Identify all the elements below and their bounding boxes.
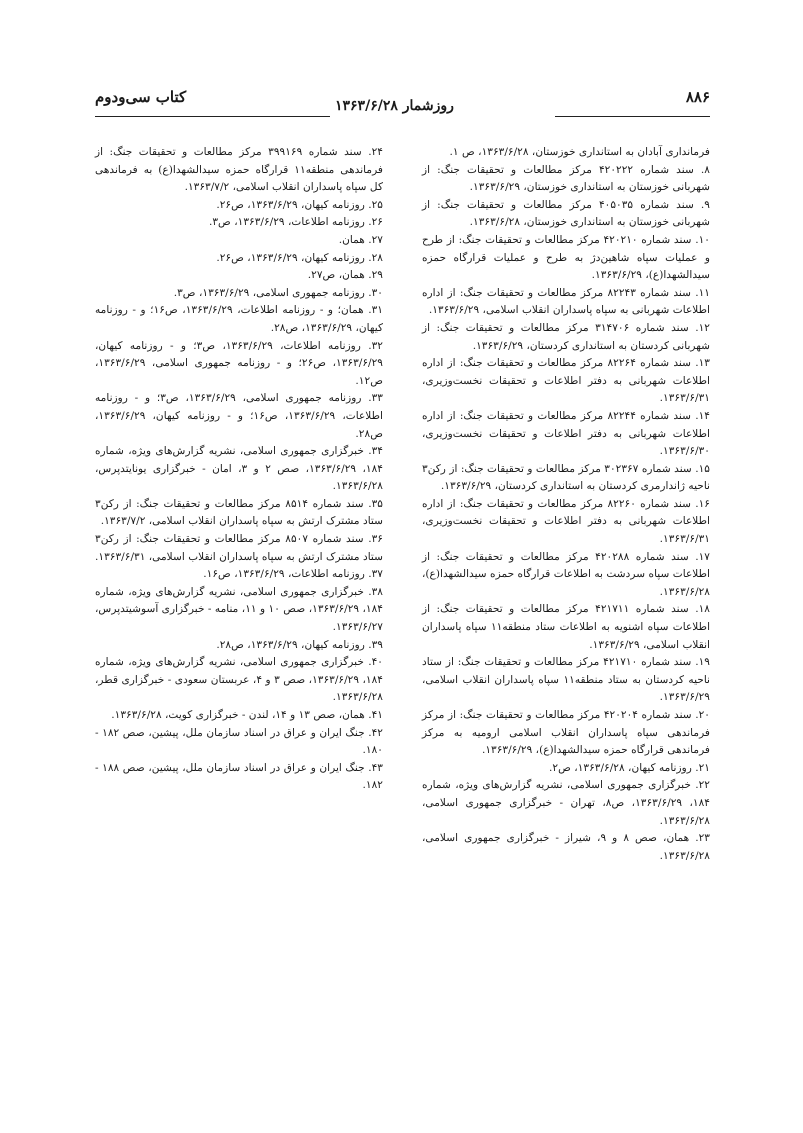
footnote-text: روزنامه جمهوری اسلامی، ۱۳۶۳/۶/۲۹، ص۳؛ و - روزنامه اطلاعات، ۱۳۶۳/۶/۲۹، ص۱۶؛ و - روزنامه کیهان، ۱۳۶۳/۶/۲۹، ص۲۸. (95, 392, 383, 440)
footnote-number: ۳۶. (368, 533, 383, 546)
footnote-text: سند شماره ۴۲۰۲۱۰ مرکز مطالعات و تحقیقات جنگ: از طرح و عملیات سپاه شاهین‌دژ به طرح و عملیات قرارگاه حمزه سیدالشهدا(ع)، ۱۳۶۳/۶/۲۹. (422, 233, 710, 282)
footnote-text: سند شماره ۴۲۰۲۲۲ مرکز مطالعات و تحقیقات جنگ: از شهربانی خوزستان به استانداری خوزستان، ۱۳۶۳/۶/۲۹. (422, 163, 710, 194)
footnote-number: ۱۱. (695, 286, 710, 299)
footnote-number: ۳۷. (368, 568, 383, 581)
footnote-entry (422, 777, 710, 830)
footnote-number: ۲۱. (695, 761, 710, 774)
footnote-number: ۳۲. (368, 339, 383, 352)
footnote-text: سند شماره ۸۵۰۷ مرکز مطالعات و تحقیقات جنگ: از رکن۳ ستاد مشترک ارتش به سپاه پاسداران انقلاب اسلامی، ۱۳۶۳/۶/۳۱. (95, 533, 383, 563)
footnote-number: ۳۳. (368, 392, 383, 405)
footnote-number: ۲۲. (695, 779, 710, 792)
footnote-text: سند شماره ۸۵۱۴ مرکز مطالعات و تحقیقات جنگ: از رکن۳ ستاد مشترک ارتش به سپاه پاسداران انقلاب اسلامی، ۱۳۶۳/۷/۲. (95, 497, 383, 528)
footnote-number: ۳۰. (368, 286, 383, 299)
footnote-number: ۱۲. (695, 321, 710, 334)
footnote-number: ۴۳. (368, 761, 383, 774)
footnote-text: فرمانداری آبادان به استانداری خوزستان، ۱۳۶۳/۶/۲۸، ص ۱. (449, 146, 710, 158)
footnote-text: همان، ص۲۷. (307, 269, 365, 282)
footnote-number: ۱۶. (695, 497, 710, 510)
footnote-text: همان، صص ۱۳ و ۱۴، لندن - خبرگزاری کویت، ۱۳۶۳/۶/۲۸. (111, 709, 365, 721)
footnote-number: ۱۹. (695, 656, 710, 669)
footnote-text: روزنامه کیهان، ۱۳۶۳/۶/۲۹، ص۲۶. (216, 251, 365, 264)
footnote-text: سند شماره ۳۹۹۱۶۹ مرکز مطالعات و تحقیقات جنگ: از فرماندهی منطقه۱۱ قرارگاه حمزه سیدالشهدا(ع) به فرماندهی کل سپاه پاسداران انقلاب اسلامی، ۱۳۶۳/۷/۲. (95, 146, 383, 194)
footnote-entry (422, 830, 710, 865)
footnote-entry (95, 285, 383, 303)
footnote-entry (95, 637, 383, 655)
footnote-text: سند شماره ۴۲۰۲۸۸ مرکز مطالعات و تحقیقات جنگ: از اطلاعات سپاه سردشت به اطلاعات قرارگاه حمزه سیدالشهدا(ع)، ۱۳۶۳/۶/۲۸. (422, 550, 710, 598)
footnote-text: روزنامه کیهان، ۱۳۶۳/۶/۲۹، ص۲۸. (216, 638, 365, 651)
running-header (95, 88, 710, 118)
footnote-number: ۲۶. (368, 216, 383, 229)
footnote-entry (422, 232, 710, 285)
footnote-number: ۳۹. (368, 638, 383, 651)
footnote-entry (422, 408, 710, 461)
footnote-number: ۳۵. (368, 497, 383, 510)
footnote-text: همان؛ و - روزنامه اطلاعات، ۱۳۶۳/۶/۲۹، ص۱۶؛ و - روزنامه کیهان، ۱۳۶۳/۶/۲۹، ص۲۸. (95, 304, 383, 334)
book-page (95, 88, 711, 862)
footnote-number: ۱۰. (695, 233, 710, 246)
footnote-text: خبرگزاری جمهوری اسلامی، نشریه گزارش‌های ویژه، شماره ۱۸۴، ۱۳۶۳/۶/۲۹، ص۸، تهران - خبرگزاری جمهوری اسلامی، ۱۳۶۳/۶/۲۸. (422, 779, 710, 827)
page-number: ۸۸۶ (685, 88, 710, 106)
footnote-number: ۸. (700, 163, 710, 176)
footnote-number: ۱۵. (695, 462, 710, 475)
footnote-entry (95, 443, 383, 496)
footnote-number: ۲۴. (368, 146, 383, 158)
footnote-entry (422, 162, 710, 197)
footnote-number: ۲۳. (695, 832, 710, 845)
footnote-number: ۴۱. (368, 709, 383, 721)
footnote-entry (95, 760, 383, 795)
footnote-text: روزنامه کیهان، ۱۳۶۳/۶/۲۹، ص۲۶. (216, 198, 365, 211)
footnote-text: سند شماره ۸۲۲۴۴ مرکز مطالعات و تحقیقات جنگ: از اداره اطلاعات شهربانی به دفتر اطلاعات و تحقیقات نخست‌وزیری، ۱۳۶۳/۶/۳۰. (422, 409, 710, 458)
footnote-entry (422, 197, 710, 232)
footnotes-left-column (95, 144, 383, 795)
footnote-text: روزنامه کیهان، ۱۳۶۳/۶/۲۸، ص۲. (549, 761, 692, 774)
footnote-text: سند شماره ۸۲۲۶۰ مرکز مطالعات و تحقیقات جنگ: از اداره اطلاعات شهربانی به دفتر اطلاعات و تحقیقات نخست‌وزیری، ۱۳۶۳/۶/۳۱. (422, 497, 710, 546)
footnote-entry (95, 144, 383, 197)
footnotes-right-column (422, 144, 710, 865)
footnote-entry (95, 654, 383, 707)
footnote-text: روزنامه اطلاعات، ۱۳۶۳/۶/۲۹، ص۱۶. (203, 568, 365, 581)
footnote-entry (95, 707, 383, 725)
footnote-text: جنگ ایران و عراق در اسناد سازمان ملل، پیشین، صص ۱۸۸ - ۱۸۲. (95, 761, 383, 792)
footnote-entry (95, 338, 383, 391)
footnote-entry (95, 725, 383, 760)
footnote-number: ۱۷. (695, 550, 710, 563)
footnote-number: ۴۰. (368, 656, 383, 669)
footnote-text: خبرگزاری جمهوری اسلامی، نشریه گزارش‌های ویژه، شماره ۱۸۴، ۱۳۶۳/۶/۲۹، صص ۲ و ۳، امان - خبرگزاری یونایتدپرس، ۱۳۶۳/۶/۲۸. (95, 445, 383, 493)
footnote-text: همان، صص ۸ و ۹، شیراز - خبرگزاری جمهوری اسلامی، ۱۳۶۳/۶/۲۸. (422, 832, 710, 862)
footnote-entry (95, 531, 383, 566)
footnote-text: روزنامه جمهوری اسلامی، ۱۳۶۳/۶/۲۹، ص۳. (173, 286, 365, 299)
diary-title: روزشمار ۱۳۶۳/۶/۲۸ (335, 98, 454, 114)
footnote-number: ۲۰. (695, 709, 710, 721)
footnote-text: سند شماره ۴۲۰۲۰۴ مرکز مطالعات و تحقیقات جنگ: از مرکز فرماندهی سپاه پاسداران انقلاب اسلامی ارومیه به مرکز فرماندهی قرارگاه حمزه سیدالشهدا(ع)، ۱۳۶۳/۶/۲۹. (422, 709, 710, 757)
footnote-number: ۲۵. (368, 198, 383, 211)
footnote-text: جنگ ایران و عراق در اسناد سازمان ملل، پیشین، صص ۱۸۲ - ۱۸۰. (95, 726, 383, 757)
footnote-entry (95, 197, 383, 215)
footnote-number: ۴۲. (368, 726, 383, 739)
footnote-entry (422, 654, 710, 707)
footnote-number: ۲۹. (368, 269, 383, 282)
footnote-entry (422, 496, 710, 549)
footnote-text: سند شماره ۸۲۲۶۴ مرکز مطالعات و تحقیقات جنگ: از اداره اطلاعات شهربانی به دفتر اطلاعات و تحقیقات نخست‌وزیری، ۱۳۶۳/۶/۳۱. (422, 357, 710, 405)
footnote-text: سند شماره ۴۲۱۷۱۰ مرکز مطالعات و تحقیقات جنگ: از ستاد ناحیه کردستان به ستاد منطقه۱۱ سپاه پاسداران انقلاب اسلامی، ۱۳۶۳/۶/۲۹. (422, 656, 710, 704)
footnote-text: سند شماره ۴۲۱۷۱۱ مرکز مطالعات و تحقیقات جنگ: از اطلاعات سپاه اشنویه به اطلاعات ستاد منطقه۱۱ سپاه پاسداران انقلاب اسلامی، ۱۳۶۳/۶/۲۹. (422, 603, 711, 651)
footnote-number: ۱۴. (695, 409, 710, 422)
header-rule-left (95, 116, 330, 117)
footnote-entry (422, 549, 710, 602)
footnote-number: ۱۸. (695, 603, 710, 616)
footnote-text: خبرگزاری جمهوری اسلامی، نشریه گزارش‌های ویژه، شماره ۱۸۴، ۱۳۶۳/۶/۲۹، صص ۱۰ و ۱۱، منامه - خبرگزاری آسوشیتدپرس، ۱۳۶۳/۶/۲۷. (95, 585, 383, 634)
footnote-entry (95, 267, 383, 285)
footnote-entry (95, 584, 383, 637)
footnote-text: روزنامه اطلاعات، ۱۳۶۳/۶/۲۹، ص۳. (208, 216, 365, 229)
footnote-entry (95, 232, 383, 250)
footnote-entry (422, 601, 710, 654)
footnote-entry (95, 390, 383, 443)
footnote-entry (95, 250, 383, 268)
book-title: کتاب سی‌ودوم (95, 88, 187, 106)
footnote-number: ۳۴. (368, 445, 383, 458)
footnote-entry (422, 461, 710, 496)
footnote-text: خبرگزاری جمهوری اسلامی، نشریه گزارش‌های ویژه، شماره ۱۸۴، ۱۳۶۳/۶/۲۹، صص ۳ و ۴، عربستان سعودی - خبرگزاری قطر، ۱۳۶۳/۶/۲۸. (95, 656, 383, 704)
footnote-entry (422, 355, 710, 408)
footnote-number: ۳۸. (368, 585, 383, 598)
header-rule-right (555, 116, 710, 117)
footnote-entry (422, 760, 710, 778)
footnote-text: سند شماره ۳۱۴۷۰۶ مرکز مطالعات و تحقیقات جنگ: از شهربانی کردستان به استانداری کردستان، ۱۳۶۳/۶/۲۹. (422, 321, 710, 352)
footnote-entry (95, 214, 383, 232)
footnote-text: سند شماره ۸۲۲۴۳ مرکز مطالعات و تحقیقات جنگ: از اداره اطلاعات شهربانی به سپاه پاسداران انقلاب اسلامی، ۱۳۶۳/۶/۲۹. (422, 286, 710, 317)
footnote-entry (95, 302, 383, 337)
footnote-entry (422, 144, 710, 162)
footnote-number: ۹. (700, 198, 710, 211)
footnote-text: روزنامه اطلاعات، ۱۳۶۳/۶/۲۹، ص۳؛ و - روزنامه کیهان، ۱۳۶۳/۶/۲۹، ص۲۶؛ و - روزنامه جمهوری اسلامی، ۱۳۶۳/۶/۲۹، ص۱۲. (95, 339, 383, 387)
footnote-text: سند شماره ۳۰۲۳۶۷ مرکز مطالعات و تحقیقات جنگ: از رکن۳ ناحیه ژاندارمری کردستان به استانداری کردستان، ۱۳۶۳/۶/۲۹. (422, 462, 710, 493)
footnote-number: ۲۷. (368, 233, 383, 246)
footnote-entry (422, 320, 710, 355)
footnote-entry (422, 285, 710, 320)
footnote-entry (95, 496, 383, 531)
footnote-entry (95, 566, 383, 584)
footnote-text: سند شماره ۴۰۵۰۳۵ مرکز مطالعات و تحقیقات جنگ: از شهربانی خوزستان به استانداری خوزستان، ۱۳۶۳/۶/۲۸. (422, 198, 710, 229)
footnote-number: ۲۸. (368, 251, 383, 264)
footnote-entry (422, 707, 710, 760)
footnote-number: ۳۱. (368, 304, 383, 317)
footnote-text: همان. (338, 233, 365, 246)
footnote-number: ۱۳. (695, 357, 710, 370)
